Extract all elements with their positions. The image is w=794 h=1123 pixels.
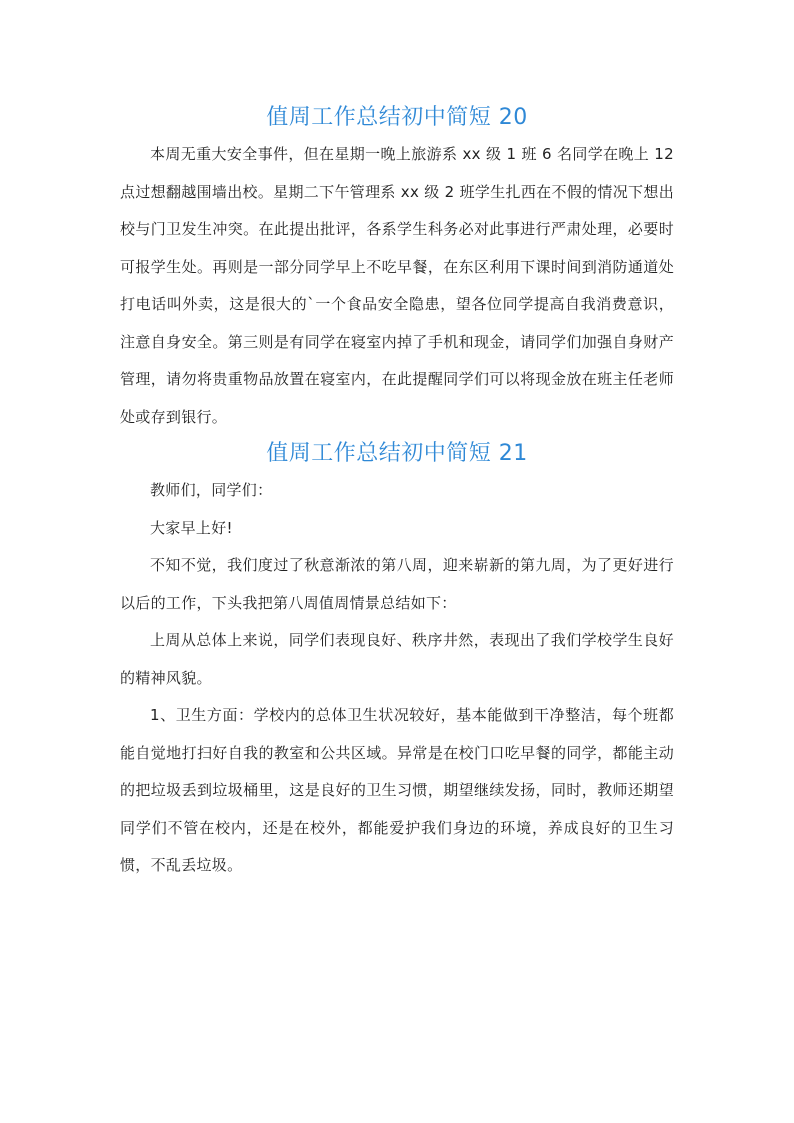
paragraph-greeting: 教师们，同学们： bbox=[150, 481, 273, 499]
paragraph-hygiene: 1、卫生方面：学校内的总体卫生状况较好，基本能做到干净整洁，每个班都能自觉地打扫好自我的教室和公共区域。异常是在校门口吃早餐的同学，都能主动的把垃圾丢到垃圾桶里，这是良好的卫生习惯，期望继续发扬，同时，教师还期望同学们不管在校内，还是在校外，都能爱护我们身边的环境，养成良好的卫生习惯，不乱丢垃圾。 bbox=[120, 706, 674, 874]
section-20 bbox=[120, 100, 674, 436]
paragraph-overview: 上周从总体上来说，同学们表现良好、秩序井然，表现出了我们学校学生良好的精神风貌。 bbox=[120, 631, 674, 687]
paragraph-intro: 不知不觉，我们度过了秋意渐浓的第八周，迎来崭新的第九周，为了更好进行以后的工作，下头我把第八周值周情景总结如下： bbox=[120, 556, 674, 612]
paragraph: 本周无重大安全事件，但在星期一晚上旅游系 xx 级 1 班 6 名同学在晚上 12 点过想翻越围墙出校。星期二下午管理系 xx 级 2 班学生扎西在不假的情况下想出校与门卫发生冲突。在此提出批评，各系学生科务必对此事进行严肃处理，必要时可报学生处。再则是一部分同学早上不吃早餐，在东区利用下课时间到消防通道处打电话叫外卖，这是很大的`一个食品安全隐患，望各位同学提高自我消费意识，注意自身安全。第三则是有同学在寝室内掉了手机和现金，请同学们加强自身财产管理，请勿将贵重物品放置在寝室内，在此提醒同学们可以将现金放在班主任老师处或存到银行。 bbox=[120, 145, 674, 426]
section-title: 值周工作总结初中简短 20 bbox=[266, 105, 528, 130]
document-page bbox=[120, 100, 674, 885]
paragraph-morning: 大家早上好! bbox=[150, 518, 233, 537]
section-title: 值周工作总结初中简短 21 bbox=[266, 441, 528, 466]
section-21 bbox=[120, 436, 674, 885]
